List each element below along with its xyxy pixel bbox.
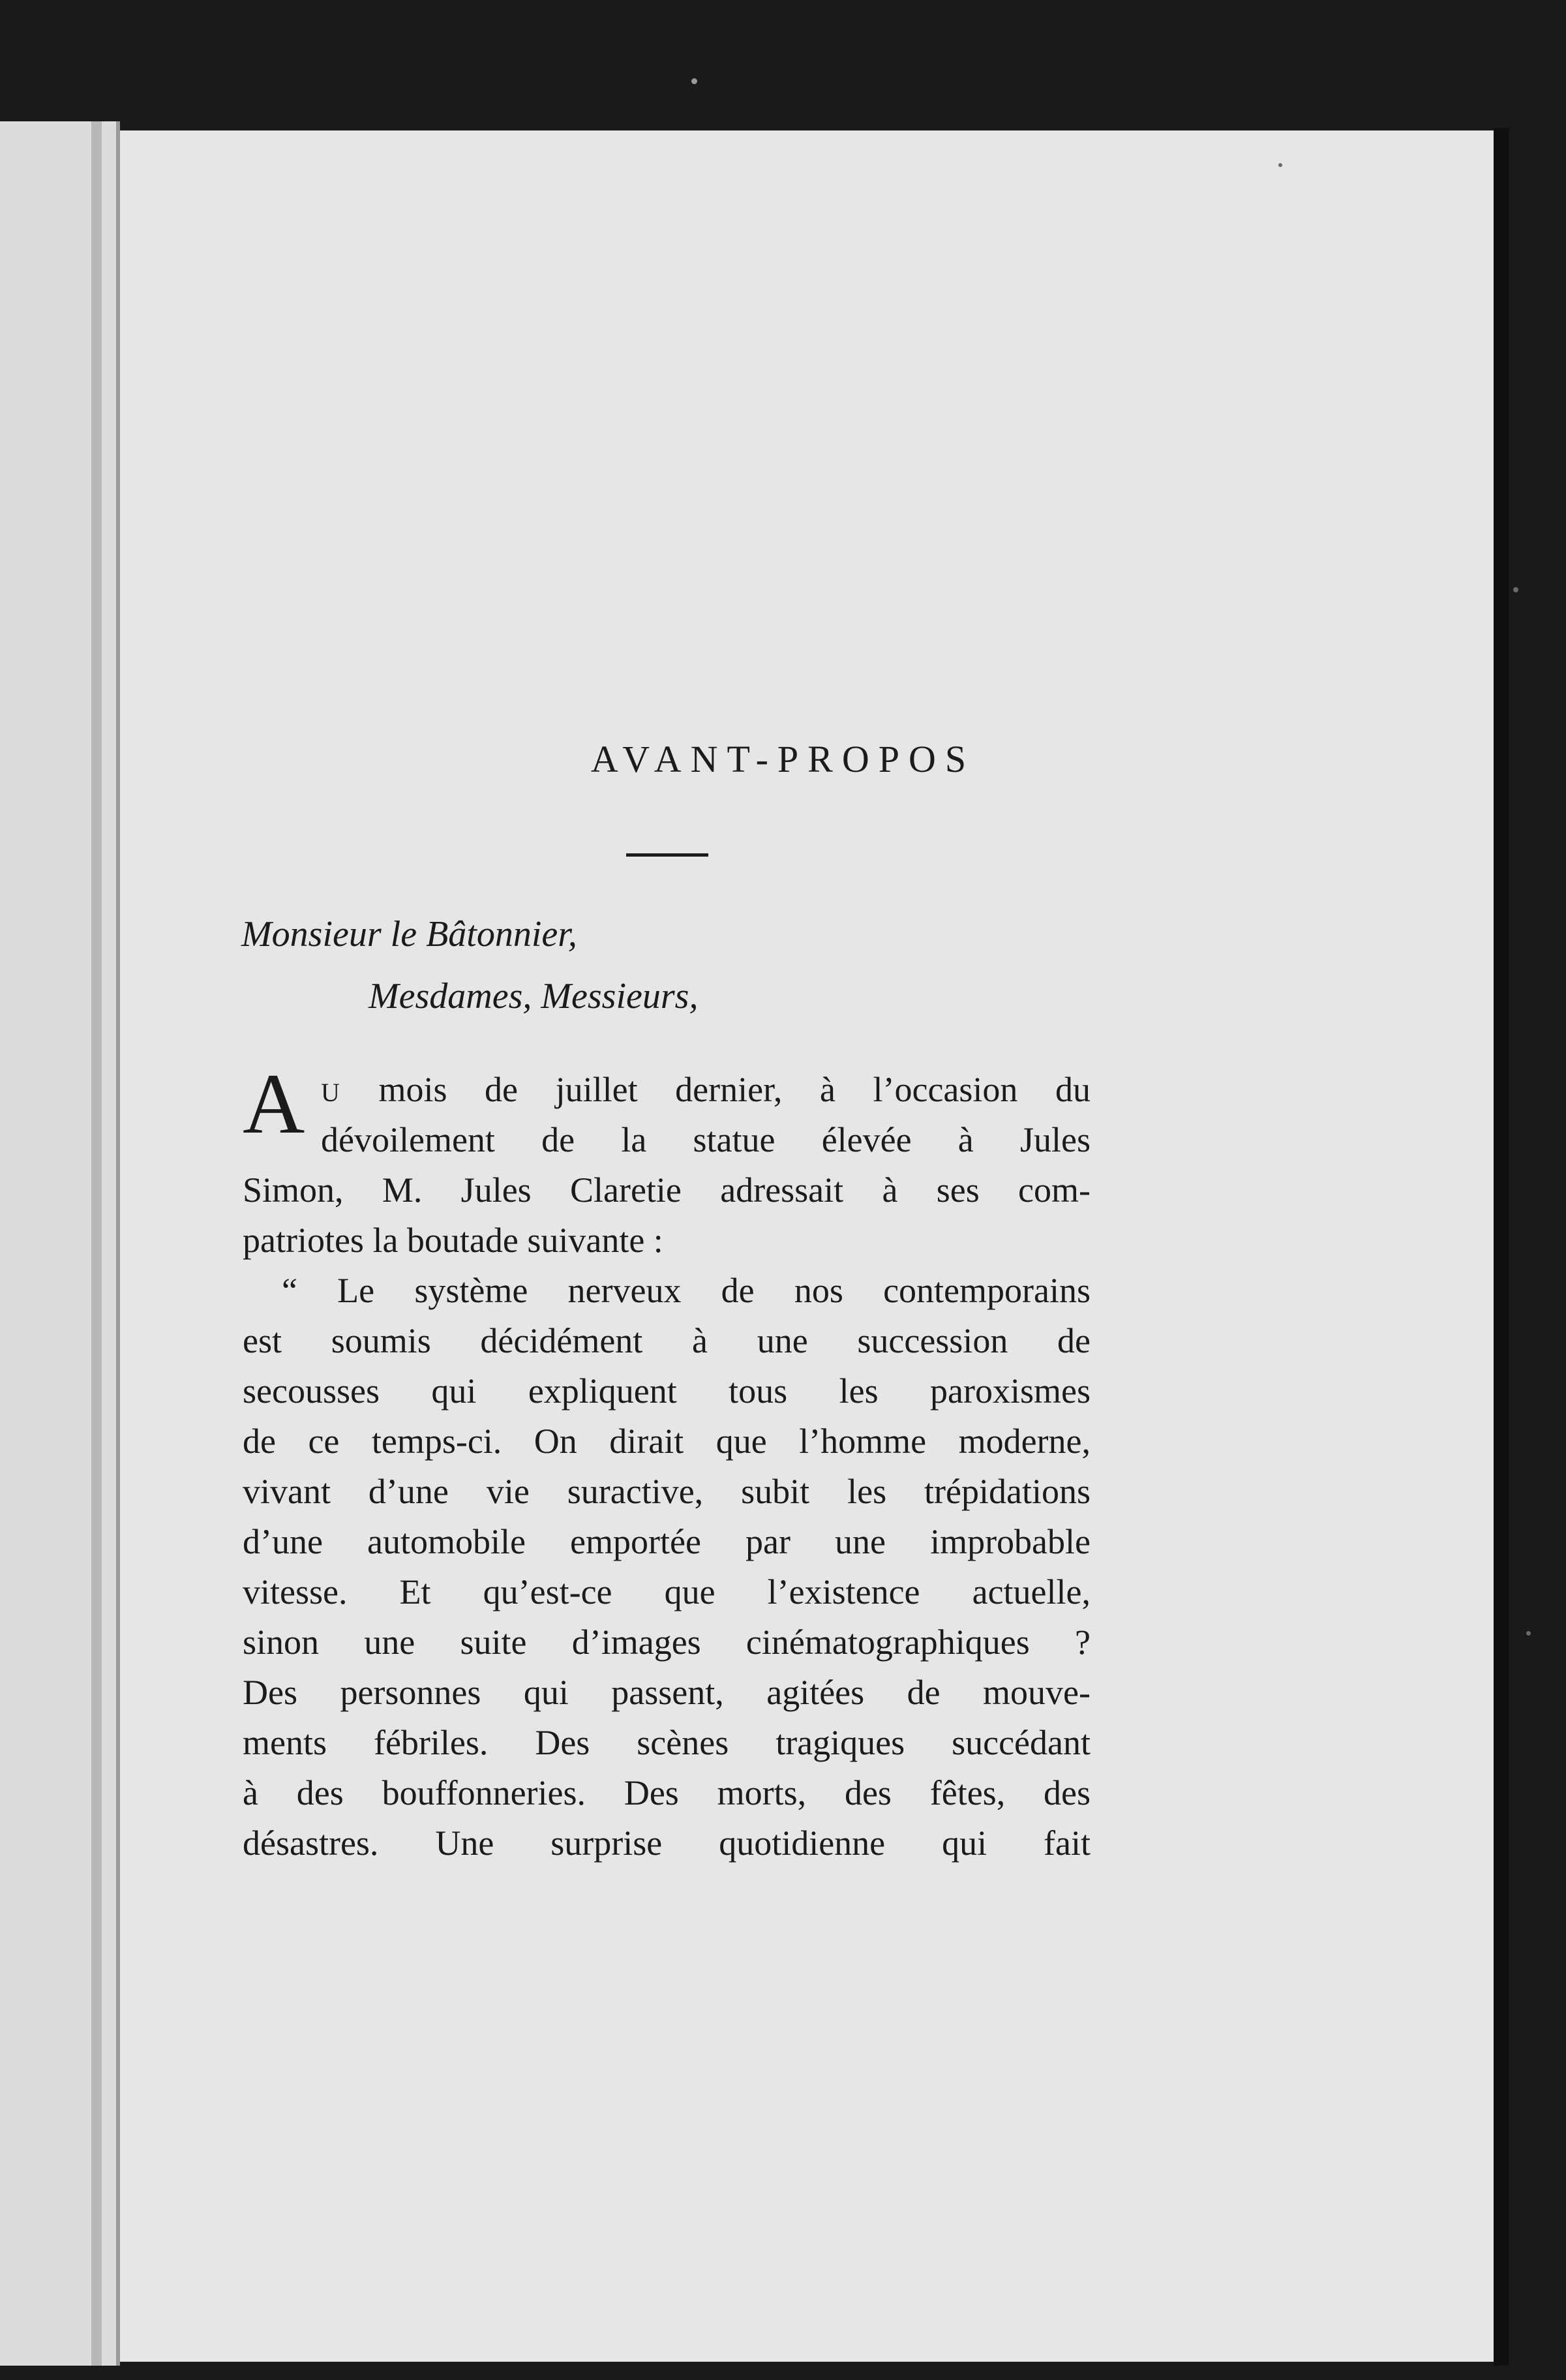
text-line: de ce temps-ci. On dirait que l’homme moderne, (243, 1422, 1091, 1461)
page-border-shadow (1494, 128, 1509, 2366)
text-line: vivant d’une vie suractive, subit les trépidations (243, 1472, 1091, 1511)
salutation-line: Mesdames, Messieurs, (369, 976, 699, 1016)
dust-speck (1513, 587, 1518, 592)
body-text (243, 1065, 1091, 1869)
dust-speck (1278, 163, 1282, 167)
small-caps-letter: U (321, 1078, 341, 1107)
text-line: sinon une suite d’images cinématographiques ? (243, 1623, 1091, 1662)
dust-speck (691, 78, 697, 84)
drop-cap: A (243, 1056, 305, 1152)
page-title: AVANT-PROPOS (590, 738, 976, 780)
salutation-line: Monsieur le Bâtonnier, (241, 914, 577, 954)
title-rule (626, 853, 708, 857)
text-line: vitesse. Et qu’est-ce que l’existence actuelle, (243, 1572, 1091, 1611)
text-line: dévoilement de la statue élevée à Jules (321, 1120, 1091, 1159)
text-line (243, 1065, 1091, 1115)
text-line: ments fébriles. Des scènes tragiques succédant (243, 1723, 1091, 1762)
text-line: “ Le système nerveux de nos contemporains (282, 1271, 1091, 1310)
dust-speck (1526, 1631, 1531, 1636)
text-line: secousses qui expliquent tous les paroxismes (243, 1371, 1091, 1411)
text-line: Des personnes qui passent, agitées de mouve- (243, 1673, 1091, 1712)
text-line: patriotes la boutade suivante : (243, 1221, 663, 1260)
text-line: d’une automobile emportée par une improbable (243, 1522, 1091, 1561)
text-line: Simon, M. Jules Claretie adressait à ses com- (243, 1170, 1091, 1210)
text-line-content: mois de juillet dernier, à l’occasion du (340, 1070, 1091, 1109)
facing-page-edge (0, 121, 120, 2366)
text-line: désastres. Une surprise quotidienne qui fait (243, 1823, 1091, 1863)
page-gutter (91, 121, 102, 2366)
text-line: est soumis décidément à une succession de (243, 1321, 1091, 1360)
text-line: à des bouffonneries. Des morts, des fêtes, des (243, 1773, 1091, 1812)
